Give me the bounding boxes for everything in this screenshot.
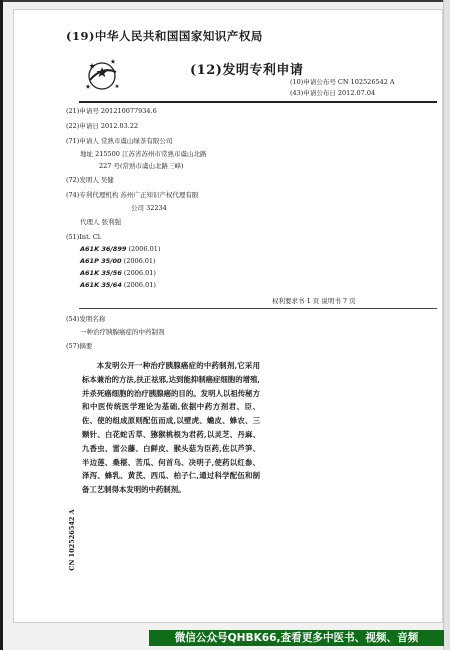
int-cl-heading: (51)Int. Cl. (66, 233, 102, 241)
claims-and-description-pages: 权利要求书 1 页 说明书 7 页 (272, 297, 356, 305)
ipc-entry: A61P 35/00 (2006.01) (80, 257, 156, 265)
biblio-divider (79, 308, 437, 309)
ipc-entry: A61K 36/899 (2006.01) (80, 245, 161, 253)
patent-agent: 代理人 张利强 (80, 218, 122, 226)
abstract-text: 本发明公开一种治疗胰腺癌症的中药制剂,它采用标本兼治的方法,扶正祛邪,达到能抑制癌症细胞的增殖,并杀死癌细胞的治疗胰腺癌的目的。发明人以祖传秘方和中医传统医学理论为基础,依据中药方剂君、臣、佐、使的组成原则配伍而成,以壁虎、蟾皮、蜂农、三颗针、白花蛇舌草、猕猴桃根为君药,以灵芝、丹麻、九香虫、雷公藤、白鲜皮、猴头菇为臣药,佐以芦笋、半边莲、桑椹、苦瓜、何首乌、决明子,使药以红参、泽泻、蜂乳、黄芪、西瓜、柏子仁,通过科学配伍和制备工艺制得本发明的中药制剂。 (82, 361, 260, 495)
title-heading: (54)发明名称 (66, 315, 106, 323)
ipc-entry: A61K 35/56 (2006.01) (80, 269, 156, 277)
promo-banner: 微信公众号QHBK66,查看更多中医书、视频、音频 (149, 630, 444, 646)
applicant-address-line-1: 地址 215500 江苏省苏州市常熟市虞山北路 (80, 150, 207, 158)
abstract-heading: (57)摘要 (66, 342, 93, 350)
applicant-address-line-2: 227 号(常熟市虞山北路三峰) (99, 162, 184, 170)
office-name: (19)中华人民共和国国家知识产权局 (66, 29, 263, 43)
header-divider (79, 101, 437, 103)
publication-number: (10)申请公布号 CN 102526542 A (290, 78, 395, 86)
ipc-entry: A61K 35/64 (2006.01) (80, 281, 156, 289)
application-number: (21)申请号 201210077934.6 (66, 107, 157, 115)
document-type-title: (12)发明专利申请 (190, 63, 304, 78)
window-top-edge (0, 0, 450, 2)
document-page (13, 9, 443, 623)
invention-title: 一种治疗胰腺癌症的中药制剂 (80, 328, 165, 336)
vertical-scrollbar[interactable] (443, 0, 450, 650)
patent-agency-line-1: (74)专利代理机构 苏州广正知识产权代理有限 (66, 191, 199, 199)
patent-office-logo-icon (82, 54, 124, 94)
patent-agency-line-2: 公司 32234 (131, 204, 167, 212)
filing-date: (22)申请日 2012.03.22 (66, 122, 139, 130)
applicant: (71)申请人 常熟市虞山绿茶有限公司 (66, 137, 173, 145)
side-publication-code: CN 102526542 A (68, 509, 76, 571)
window-left-edge (0, 0, 3, 650)
inventor: (72)发明人 吴健 (66, 176, 114, 184)
publication-date: (43)申请公布日 2012.07.04 (290, 89, 376, 97)
